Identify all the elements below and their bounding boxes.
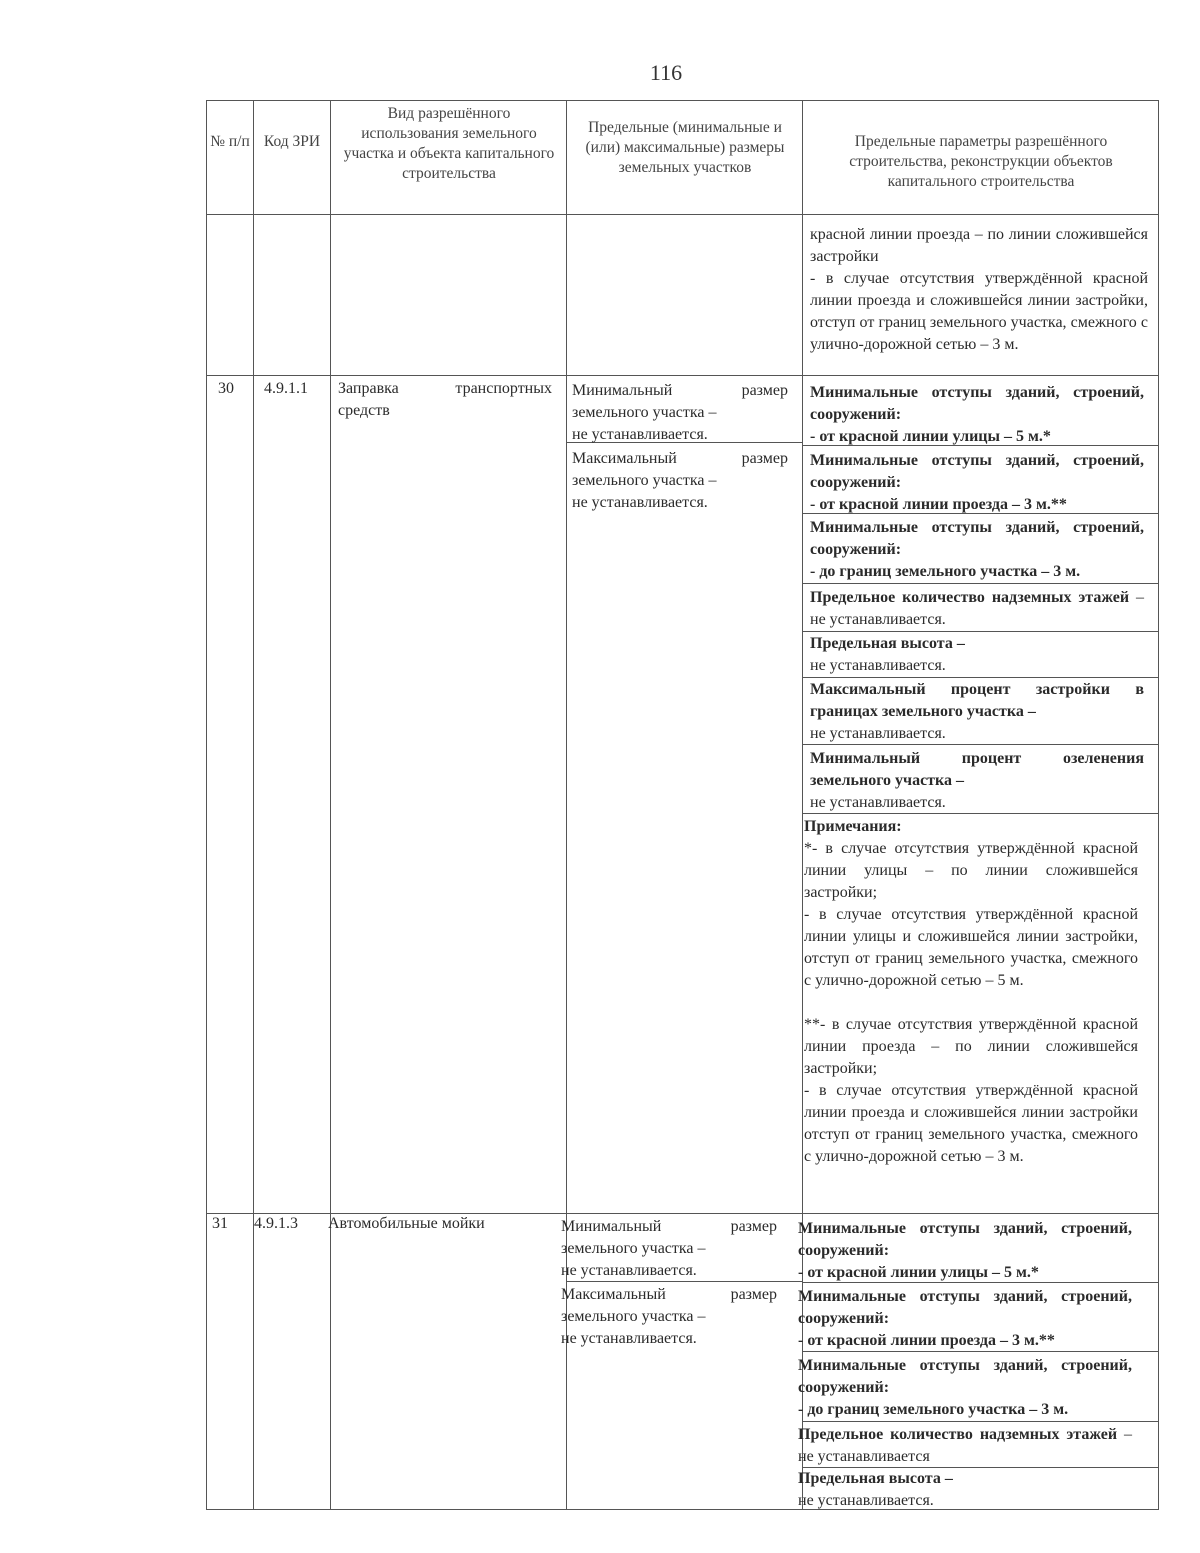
param-value: - до границ земельного участка – 3 м. bbox=[810, 563, 1081, 580]
table-border-left bbox=[206, 100, 207, 1510]
param-title: Максимальный процент застройки в границах земельного участка – bbox=[810, 681, 1144, 720]
header-code: Код ЗРИ bbox=[263, 133, 321, 150]
row-use-type: Заправка транспортных средств bbox=[338, 380, 552, 419]
param-divider bbox=[802, 677, 1159, 678]
param-title: Предельная высота – bbox=[798, 1470, 953, 1487]
param-setback-driveway bbox=[810, 450, 1144, 516]
param-title: Минимальные отступы зданий, строений, сооружений: bbox=[810, 384, 1144, 423]
param-floors bbox=[798, 1424, 1132, 1468]
table-border-top bbox=[206, 100, 1159, 101]
page-number: 116 bbox=[649, 60, 683, 85]
param-value: - от красной линии проезда – 3 м.** bbox=[810, 496, 1067, 513]
param-value: не устанавливается. bbox=[810, 657, 946, 674]
header-divider bbox=[206, 214, 1159, 215]
param-value: - от красной линии улицы – 5 м.* bbox=[798, 1264, 1039, 1281]
notes-driveway: **- в случае отсутствия утверждённой красной линии проезда – по линии сложившейся застройки; - в случае отсутствия утверждённой красной линии проезда и сложившейся линии застройки отступ от границ земельного участка, смежного с улично-дорожной сетью – 3 м. bbox=[804, 1016, 1138, 1165]
notes-block bbox=[804, 816, 1138, 1168]
land-use-table bbox=[206, 100, 1159, 1510]
max-plot-size: Максимальный размер земельного участка – не устанавливается. bbox=[561, 1286, 777, 1347]
row-use-type: Автомобильные мойки bbox=[328, 1215, 485, 1232]
param-title: Предельное количество надземных этажей bbox=[810, 589, 1130, 606]
param-height bbox=[798, 1468, 1132, 1512]
notes-title: Примечания: bbox=[804, 818, 902, 835]
param-divider bbox=[802, 583, 1159, 584]
row-number: 31 bbox=[212, 1215, 228, 1232]
header-number: № п/п bbox=[210, 133, 250, 150]
param-divider bbox=[802, 631, 1159, 632]
param-setback-driveway bbox=[798, 1286, 1132, 1352]
param-value: – не устанавливается. bbox=[810, 589, 1144, 628]
param-title: Минимальные отступы зданий, строений, сооружений: bbox=[810, 519, 1144, 558]
row-code: 4.9.1.1 bbox=[264, 380, 308, 397]
param-setback-street bbox=[798, 1218, 1132, 1284]
min-plot-size: Минимальный размер земельного участка – не устанавливается. bbox=[572, 382, 788, 443]
header-use-type: Вид разрешённого использования земельного участка и объекта капитального строительства bbox=[343, 105, 555, 182]
param-title: Минимальные отступы зданий, строений, сооружений: bbox=[798, 1220, 1132, 1259]
param-value: - от красной линии проезда – 3 м.** bbox=[798, 1332, 1055, 1349]
header-parameters: Предельные параметры разрешённого строительства, реконструкции объектов капитального строительства bbox=[849, 133, 1113, 190]
param-min-greening bbox=[810, 748, 1144, 814]
param-setback-boundary bbox=[810, 517, 1144, 583]
param-title: Минимальные отступы зданий, строений, сооружений: bbox=[798, 1288, 1132, 1327]
param-title: Предельная высота – bbox=[810, 635, 965, 652]
row-divider bbox=[206, 375, 1159, 376]
max-plot-size: Максимальный размер земельного участка – не устанавливается. bbox=[572, 450, 788, 511]
min-plot-size: Минимальный размер земельного участка – не устанавливается. bbox=[561, 1218, 777, 1279]
param-max-coverage bbox=[810, 679, 1144, 745]
param-title: Предельное количество надземных этажей bbox=[798, 1426, 1118, 1443]
param-divider bbox=[802, 1421, 1159, 1422]
param-value: не устанавливается. bbox=[810, 725, 946, 742]
param-value: не устанавливается. bbox=[798, 1492, 934, 1509]
continuation-text: красной линии проезда – по линии сложившейся застройки - в случае отсутствия утверждённой красной линии проезда и сложившейся линии застройки, отступ от границ земельного участка, смежного с улично-дорожной сетью – 3 м. bbox=[810, 226, 1148, 353]
param-title: Минимальный процент озеленения земельного участка – bbox=[810, 750, 1144, 789]
param-title: Минимальные отступы зданий, строений, сооружений: bbox=[810, 452, 1144, 491]
row-code: 4.9.1.3 bbox=[254, 1215, 298, 1232]
param-floors bbox=[810, 587, 1144, 631]
param-setback-street bbox=[810, 382, 1144, 448]
column-divider bbox=[253, 100, 254, 1510]
param-value: - от красной линии улицы – 5 м.* bbox=[810, 428, 1051, 445]
table-border-right bbox=[1158, 100, 1159, 1510]
param-value: – не устанавливается bbox=[798, 1426, 1132, 1465]
row-number: 30 bbox=[218, 380, 234, 397]
param-setback-boundary bbox=[798, 1355, 1132, 1421]
param-height bbox=[810, 633, 1144, 677]
param-value: - до границ земельного участка – 3 м. bbox=[798, 1401, 1069, 1418]
column-divider bbox=[330, 100, 331, 1510]
param-value: не устанавливается. bbox=[810, 794, 946, 811]
notes-street: *- в случае отсутствия утверждённой красной линии улицы – по линии сложившейся застройки; - в случае отсутствия утверждённой красной линии улицы и сложившейся линии застройки, отступ от границ земельного участка, смежного с улично-дорожной сетью – 5 м. bbox=[804, 840, 1138, 989]
header-plot-size: Предельные (минимальные и (или) максимальные) размеры земельных участков bbox=[585, 119, 785, 176]
param-title: Минимальные отступы зданий, строений, сооружений: bbox=[798, 1357, 1132, 1396]
